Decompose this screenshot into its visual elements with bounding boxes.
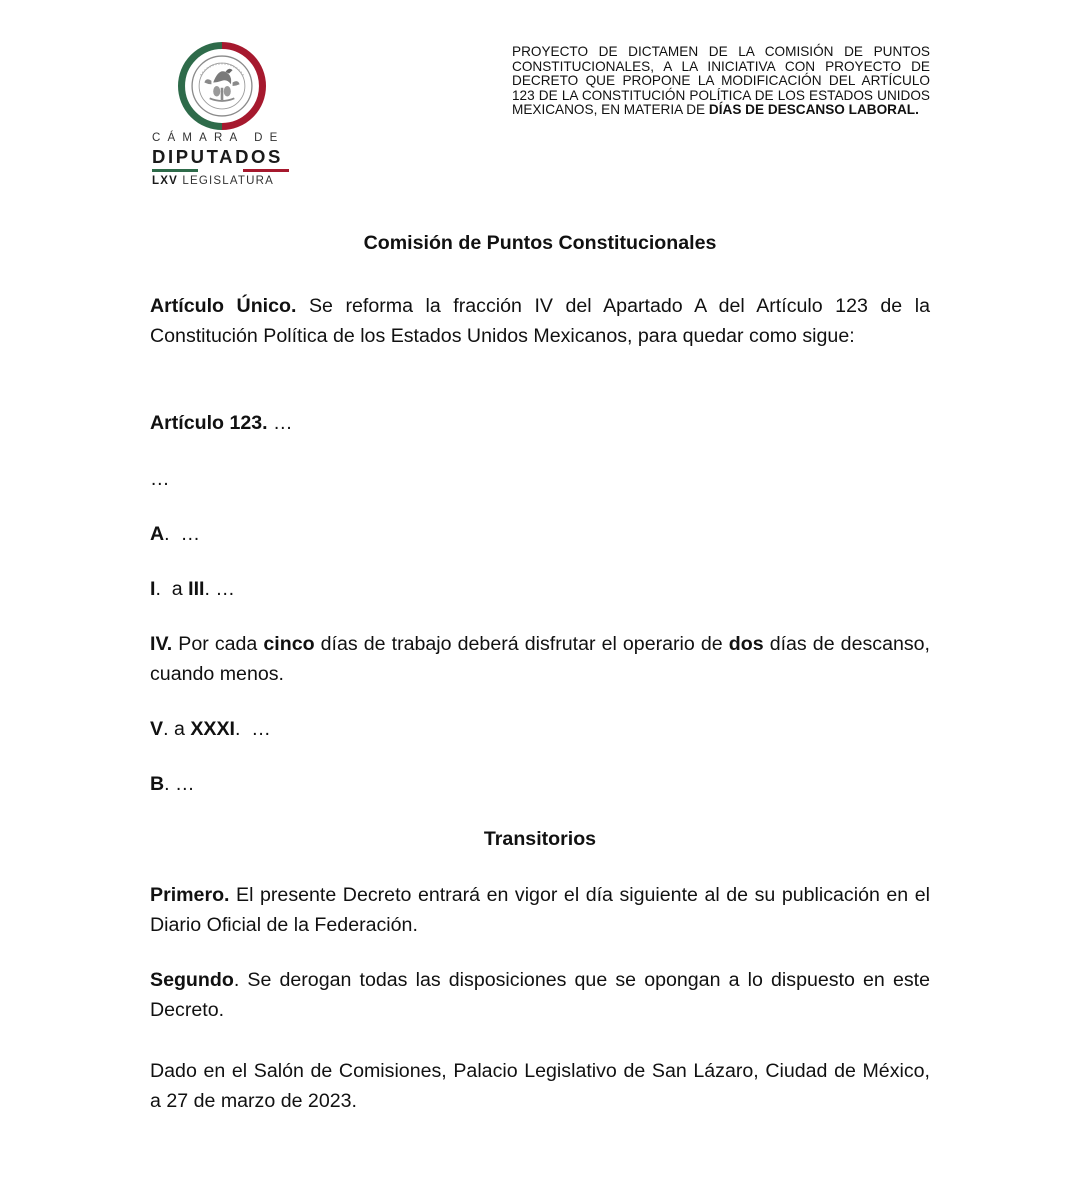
articulo-123-label: Artículo 123. bbox=[150, 412, 268, 434]
segundo-paragraph bbox=[150, 965, 930, 1025]
segundo-text: . Se derogan todas las disposiciones que se opongan a lo dispuesto en este Decreto. bbox=[150, 969, 930, 1021]
apartado-a-text: . … bbox=[164, 523, 201, 545]
header-title-prefix: PROYECTO DE DICTAMEN DE LA COMISIÓN DE PUNTOS CONSTITUCIONALES, A LA INICIATIVA CON PROYECTO DE DECRETO QUE PROPONE LA MODIFICACIÓN DEL ARTÍCULO 123 DE LA CONSTITUCIÓN POLÍTICA DE LOS ESTADOS UNIDOS MEXICANOS, EN MATERIA DE bbox=[512, 44, 930, 118]
fraccion-iv-label: IV. bbox=[150, 633, 173, 655]
logo-diputados-text: DIPUTADOS bbox=[152, 146, 283, 167]
logo-legislatura bbox=[152, 175, 274, 187]
national-seal-icon bbox=[178, 42, 266, 130]
fraccion-iv-bold-cinco: cinco bbox=[263, 633, 315, 655]
commission-heading: Comisión de Puntos Constitucionales bbox=[363, 232, 717, 254]
header-title-highlight: DÍAS DE DESCANSO LABORAL. bbox=[708, 102, 919, 118]
fraccion-iv-paragraph bbox=[150, 629, 930, 689]
apartado-b-line bbox=[150, 769, 930, 799]
articulo-unico-label: Artículo Único. bbox=[150, 295, 297, 317]
primero-label: Primero. bbox=[150, 884, 230, 906]
articulo-123-line bbox=[150, 408, 930, 438]
apartado-b-text: . … bbox=[164, 773, 195, 795]
logo-tricolor-bar bbox=[152, 169, 289, 172]
segundo-label: Segundo bbox=[150, 969, 234, 991]
camara-diputados-logo bbox=[148, 40, 298, 190]
fraccion-v-mid: . a bbox=[163, 718, 191, 740]
fraccion-iv-bold-dos: dos bbox=[728, 633, 764, 655]
fraccion-iv-text2: días de trabajo deberá disfrutar el operario de bbox=[314, 633, 729, 655]
primero-text: El presente Decreto entrará en vigor el día siguiente al de su publicación en el Diario Oficial de la Federación. bbox=[150, 884, 930, 936]
apartado-a-line bbox=[150, 519, 930, 549]
dictamen-header-title bbox=[512, 45, 930, 118]
articulo-unico-text: Se reforma la fracción IV del Apartado A del Artículo 123 de la Constitución Política de los Estados Unidos Mexicanos, para quedar como sigue: bbox=[150, 295, 930, 347]
logo-camara-text: CÁMARA DE bbox=[152, 132, 285, 144]
fraccion-i-label: I bbox=[150, 578, 156, 600]
fraccion-xxxi-text: . … bbox=[234, 718, 271, 740]
articulo-unico-paragraph bbox=[150, 291, 930, 351]
fracciones-i-iii-line bbox=[150, 574, 930, 604]
apartado-a-label: A bbox=[150, 523, 165, 545]
ellipsis-line: … bbox=[150, 468, 170, 490]
articulo-123-text: … bbox=[267, 412, 293, 434]
fraccion-v-label: V bbox=[150, 718, 164, 740]
fraccion-iii-label: III bbox=[188, 578, 205, 600]
fraccion-iv-text1: Por cada bbox=[172, 633, 264, 655]
fraccion-iii-text: . … bbox=[204, 578, 235, 600]
fraccion-xxxi-label: XXXI bbox=[190, 718, 235, 740]
dado-paragraph: Dado en el Salón de Comisiones, Palacio Legislativo de San Lázaro, Ciudad de México, a 27 de marzo de 2023. bbox=[150, 1060, 930, 1112]
legislatura-word: LEGISLATURA bbox=[182, 175, 274, 187]
transitorios-heading: Transitorios bbox=[483, 828, 597, 850]
apartado-b-label: B bbox=[150, 773, 165, 795]
primero-paragraph bbox=[150, 880, 930, 940]
fraccion-iv-text3: días de descanso, cuando menos. bbox=[150, 633, 930, 685]
legislatura-roman: LXV bbox=[152, 175, 178, 187]
fraccion-i-mid: . a bbox=[155, 578, 189, 600]
fracciones-v-xxxi-line bbox=[150, 714, 930, 744]
